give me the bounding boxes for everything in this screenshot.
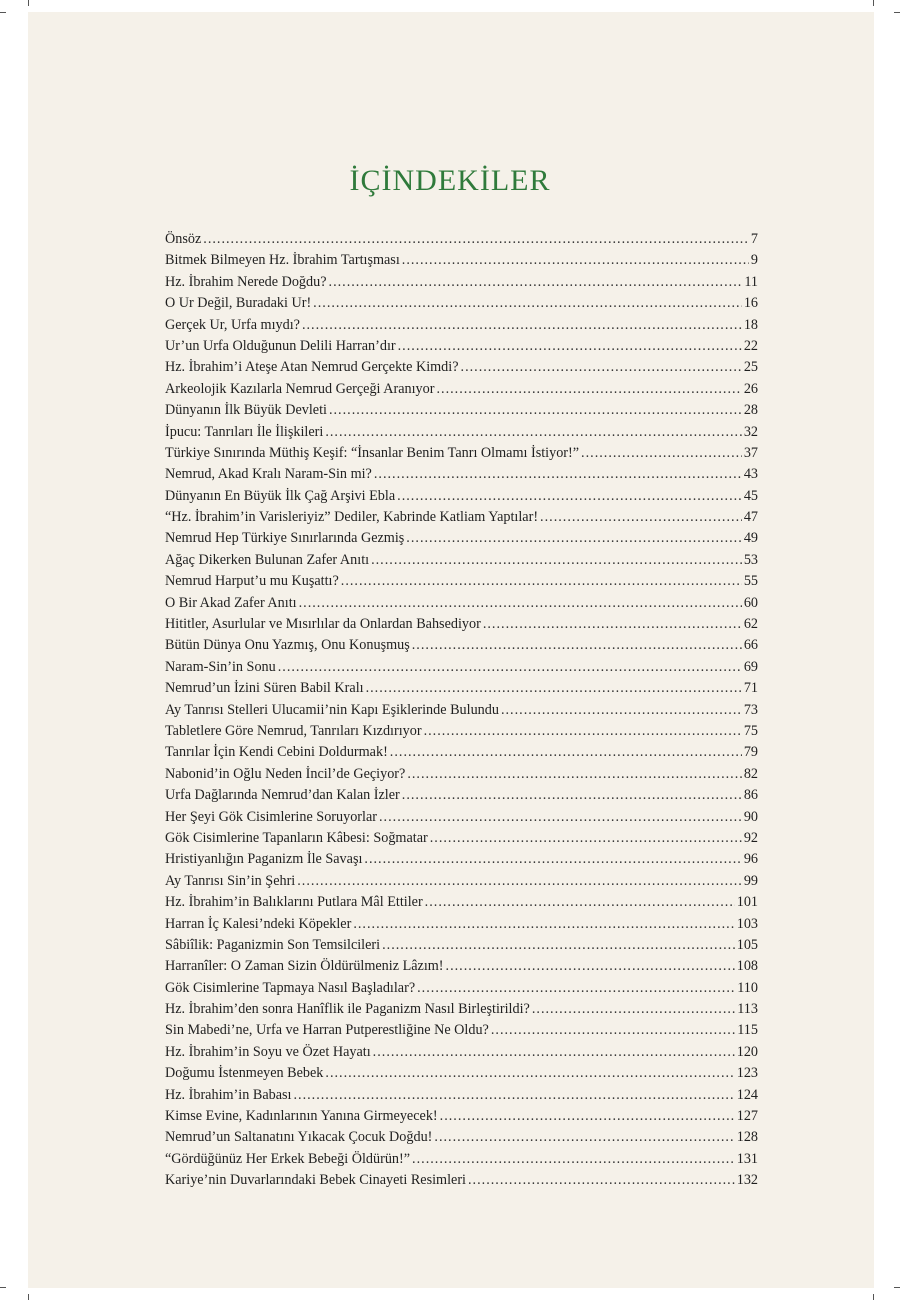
toc-entry-page: 71	[743, 680, 758, 697]
toc-entry	[165, 315, 758, 336]
dot-leader	[417, 978, 735, 999]
dot-leader	[366, 678, 742, 699]
toc-entry-page: 92	[743, 829, 758, 846]
dot-leader	[293, 1085, 734, 1106]
toc-entry-page: 45	[743, 487, 758, 504]
toc-entry-page: 11	[744, 273, 758, 290]
toc-entry	[165, 1170, 758, 1191]
toc-entry	[165, 464, 758, 485]
toc-entry	[165, 1020, 758, 1041]
crop-mark	[894, 1287, 900, 1288]
dot-leader	[302, 315, 742, 336]
toc-entry-title: Harranîler: O Zaman Sizin Öldürülmeniz Lâzım!	[165, 958, 444, 975]
table-of-contents	[165, 229, 758, 1192]
toc-entry-page: 123	[736, 1065, 758, 1082]
toc-entry	[165, 336, 758, 357]
toc-entry-page: 113	[737, 1001, 758, 1018]
toc-entry	[165, 635, 758, 656]
toc-entry	[165, 828, 758, 849]
toc-entry-title: O Bir Akad Zafer Anıtı	[165, 594, 297, 611]
toc-entry	[165, 978, 758, 999]
toc-entry-title: Sâbiîlik: Paganizmin Son Temsilcileri	[165, 936, 381, 953]
toc-entry	[165, 764, 758, 785]
toc-entry	[165, 700, 758, 721]
toc-entry-title: Gök Cisimlerine Tapmaya Nasıl Başladılar?	[165, 979, 416, 996]
dot-leader	[483, 614, 742, 635]
dot-leader	[412, 1149, 735, 1170]
toc-entry-page: 9	[750, 252, 758, 269]
toc-entry-page: 101	[736, 894, 758, 911]
toc-entry-title: Nabonid’in Oğlu Neden İncil’de Geçiyor?	[165, 765, 406, 782]
toc-entry-title: Hz. İbrahim’in Soyu ve Özet Hayatı	[165, 1043, 371, 1060]
toc-entry-title: Bütün Dünya Onu Yazmış, Onu Konuşmuş	[165, 637, 410, 654]
toc-entry-page: 82	[743, 765, 758, 782]
toc-entry-title: Hz. İbrahim’in Balıklarını Putlara Mâl Ettiler	[165, 894, 423, 911]
toc-entry-title: Nemrud’un İzini Süren Babil Kralı	[165, 680, 364, 697]
toc-entry-page: 55	[743, 573, 758, 590]
page-title: İÇİNDEKİLER	[349, 164, 551, 197]
toc-entry-title: Ay Tanrısı Sin’in Şehri	[165, 872, 296, 889]
dot-leader	[374, 464, 742, 485]
toc-entry-page: 26	[743, 380, 758, 397]
toc-entry-page: 128	[736, 1129, 758, 1146]
toc-entry	[165, 1127, 758, 1148]
toc-entry-title: Türkiye Sınırında Müthiş Keşif: “İnsanlar Benim Tanrı Olmamı İstiyor!”	[165, 444, 580, 461]
toc-entry-page: 49	[743, 530, 758, 547]
toc-entry	[165, 250, 758, 271]
toc-entry-title: Dünyanın En Büyük İlk Çağ Arşivi Ebla	[165, 487, 396, 504]
toc-entry	[165, 272, 758, 293]
toc-entry-title: Kimse Evine, Kadınlarının Yanına Girmeyecek!	[165, 1108, 438, 1125]
dot-leader	[203, 229, 749, 250]
dot-leader	[440, 1106, 735, 1127]
toc-entry-page: 115	[737, 1022, 758, 1039]
toc-entry-page: 32	[743, 423, 758, 440]
dot-leader	[329, 400, 742, 421]
dot-leader	[390, 742, 742, 763]
dot-leader	[434, 1127, 734, 1148]
dot-leader	[581, 443, 742, 464]
dot-leader	[540, 507, 742, 528]
toc-entry-title: Önsöz	[165, 231, 202, 247]
toc-entry	[165, 935, 758, 956]
toc-entry-title: Ur’un Urfa Olduğunun Delili Harran’dır	[165, 337, 396, 354]
dot-leader	[424, 721, 742, 742]
toc-entry-page: 86	[743, 787, 758, 804]
toc-entry-page: 66	[743, 637, 758, 654]
dot-leader	[436, 379, 741, 400]
toc-entry-title: Dünyanın İlk Büyük Devleti	[165, 402, 327, 419]
toc-entry-title: Naram-Sin’in Sonu	[165, 658, 276, 675]
dot-leader	[373, 1042, 735, 1063]
toc-entry-page: 25	[743, 359, 758, 376]
toc-entry-page: 62	[743, 616, 758, 633]
toc-entry-page: 75	[743, 722, 758, 739]
toc-entry-page: 43	[743, 466, 758, 483]
toc-entry-page: 103	[736, 915, 758, 932]
toc-entry-page: 16	[743, 295, 758, 312]
toc-entry-title: İpucu: Tanrıları İle İlişkileri	[165, 423, 324, 440]
toc-entry-title: Arkeolojik Kazılarla Nemrud Gerçeği Aranıyor	[165, 380, 435, 397]
toc-entry	[165, 379, 758, 400]
toc-entry-title: Hz. İbrahim’den sonra Hanîflik ile Paganizm Nasıl Birleştirildi?	[165, 1001, 530, 1018]
toc-entry-page: 99	[743, 872, 758, 889]
toc-entry-page: 110	[737, 979, 758, 996]
toc-entry-title: Gerçek Ur, Urfa mıydı?	[165, 316, 300, 333]
toc-entry-page: 22	[743, 337, 758, 354]
toc-entry-title: O Ur Değil, Buradaki Ur!	[165, 295, 312, 312]
crop-mark	[894, 12, 900, 13]
toc-entry-page: 47	[743, 509, 758, 526]
toc-entry	[165, 357, 758, 378]
toc-entry-title: Sin Mabedi’ne, Urfa ve Harran Putperestliğine Ne Oldu?	[165, 1022, 489, 1039]
toc-entry-title: Urfa Dağlarında Nemrud’dan Kalan İzler	[165, 787, 400, 804]
dot-leader	[402, 785, 742, 806]
dot-leader	[406, 528, 742, 549]
dot-leader	[532, 999, 735, 1020]
toc-entry-title: Hz. İbrahim’i Ateşe Atan Nemrud Gerçekte Kimdi?	[165, 359, 459, 376]
crop-mark	[28, 1294, 29, 1300]
toc-entry-title: “Gördüğünüz Her Erkek Bebeği Öldürün!”	[165, 1150, 411, 1167]
toc-entry-title: Tabletlere Göre Nemrud, Tanrıları Kızdırıyor	[165, 722, 422, 739]
toc-entry	[165, 785, 758, 806]
dot-leader	[325, 1063, 734, 1084]
toc-entry-page: 60	[743, 594, 758, 611]
toc-entry	[165, 657, 758, 678]
crop-mark	[873, 0, 874, 6]
dot-leader	[297, 871, 742, 892]
dot-leader	[397, 486, 742, 507]
toc-entry-title: Hz. İbrahim Nerede Doğdu?	[165, 273, 327, 290]
dot-leader	[501, 700, 742, 721]
toc-entry-page: 124	[736, 1086, 758, 1103]
toc-entry-page: 79	[743, 744, 758, 761]
toc-entry	[165, 507, 758, 528]
toc-entry-page: 73	[743, 701, 758, 718]
dot-leader	[353, 914, 734, 935]
dot-leader	[398, 336, 742, 357]
dot-leader	[412, 635, 742, 656]
toc-entry-title: Harran İç Kalesi’ndeki Köpekler	[165, 915, 352, 932]
toc-entry	[165, 229, 758, 250]
toc-entry	[165, 571, 758, 592]
dot-leader	[468, 1170, 735, 1191]
toc-entry	[165, 914, 758, 935]
dot-leader	[329, 272, 743, 293]
dot-leader	[341, 571, 742, 592]
crop-mark	[0, 1287, 6, 1288]
dot-leader	[325, 422, 742, 443]
toc-entry	[165, 1149, 758, 1170]
toc-entry	[165, 956, 758, 977]
toc-entry-page: 28	[743, 402, 758, 419]
toc-entry	[165, 871, 758, 892]
toc-entry-title: Hititler, Asurlular ve Mısırlılar da Onlardan Bahsediyor	[165, 616, 481, 633]
toc-entry-page: 108	[736, 958, 758, 975]
toc-entry	[165, 742, 758, 763]
toc-entry	[165, 1106, 758, 1127]
crop-mark	[0, 12, 6, 13]
toc-entry-page: 90	[743, 808, 758, 825]
toc-entry	[165, 443, 758, 464]
toc-entry	[165, 593, 758, 614]
dot-leader	[371, 550, 742, 571]
dot-leader	[491, 1020, 735, 1041]
toc-entry-title: Doğumu İstenmeyen Bebek	[165, 1065, 324, 1082]
dot-leader	[407, 764, 741, 785]
toc-entry	[165, 849, 758, 870]
toc-entry	[165, 1085, 758, 1106]
toc-entry-page: 96	[743, 851, 758, 868]
toc-entry-title: Kariye’nin Duvarlarındaki Bebek Cinayeti Resimleri	[165, 1172, 466, 1189]
toc-entry-title: Nemrud Harput’u mu Kuşattı?	[165, 573, 339, 590]
dot-leader	[299, 593, 742, 614]
toc-entry-title: Ay Tanrısı Stelleri Ulucamii’nin Kapı Eşiklerinde Bulundu	[165, 701, 499, 718]
dot-leader	[382, 935, 735, 956]
dot-leader	[430, 828, 742, 849]
toc-entry-title: Tanrılar İçin Kendi Cebini Doldurmak!	[165, 744, 388, 761]
toc-entry	[165, 892, 758, 913]
crop-mark	[28, 0, 29, 6]
crop-mark	[873, 1294, 874, 1300]
toc-entry-page: 127	[736, 1108, 758, 1125]
toc-entry	[165, 550, 758, 571]
dot-leader	[379, 807, 742, 828]
toc-entry-page: 7	[750, 231, 758, 247]
toc-entry-page: 131	[736, 1150, 758, 1167]
toc-entry-title: Bitmek Bilmeyen Hz. İbrahim Tartışması	[165, 252, 400, 269]
dot-leader	[278, 657, 742, 678]
toc-entry-title: Nemrud’un Saltanatını Yıkacak Çocuk Doğdu!	[165, 1129, 433, 1146]
toc-entry	[165, 293, 758, 314]
toc-entry	[165, 1042, 758, 1063]
toc-entry	[165, 1063, 758, 1084]
toc-entry-title: Ağaç Dikerken Bulunan Zafer Anıtı	[165, 551, 370, 568]
toc-entry-page: 53	[743, 551, 758, 568]
toc-entry	[165, 486, 758, 507]
toc-entry	[165, 807, 758, 828]
dot-leader	[461, 357, 742, 378]
toc-entry-title: Nemrud Hep Türkiye Sınırlarında Gezmiş	[165, 530, 405, 547]
toc-entry-title: Hristiyanlığın Paganizm İle Savaşı	[165, 851, 363, 868]
toc-entry-page: 120	[736, 1043, 758, 1060]
toc-entry-page: 105	[736, 936, 758, 953]
toc-entry-title: Gök Cisimlerine Tapanların Kâbesi: Soğmatar	[165, 829, 428, 846]
toc-entry	[165, 721, 758, 742]
dot-leader	[364, 849, 741, 870]
dot-leader	[313, 293, 742, 314]
toc-entry	[165, 400, 758, 421]
toc-entry-page: 37	[743, 444, 758, 461]
toc-entry	[165, 422, 758, 443]
toc-entry-page: 18	[743, 316, 758, 333]
toc-entry	[165, 678, 758, 699]
dot-leader	[446, 956, 735, 977]
toc-entry-title: Nemrud, Akad Kralı Naram-Sin mi?	[165, 466, 372, 483]
toc-entry	[165, 528, 758, 549]
toc-entry-title: Her Şeyi Gök Cisimlerine Soruyorlar	[165, 808, 377, 825]
toc-entry	[165, 999, 758, 1020]
toc-entry-page: 132	[736, 1172, 758, 1189]
dot-leader	[425, 892, 735, 913]
toc-entry-title: “Hz. İbrahim’in Varisleriyiz” Dediler, Kabrinde Katliam Yaptılar!	[165, 509, 539, 526]
toc-entry-page: 69	[743, 658, 758, 675]
toc-entry	[165, 614, 758, 635]
toc-entry-title: Hz. İbrahim’in Babası	[165, 1086, 292, 1103]
dot-leader	[402, 250, 749, 271]
